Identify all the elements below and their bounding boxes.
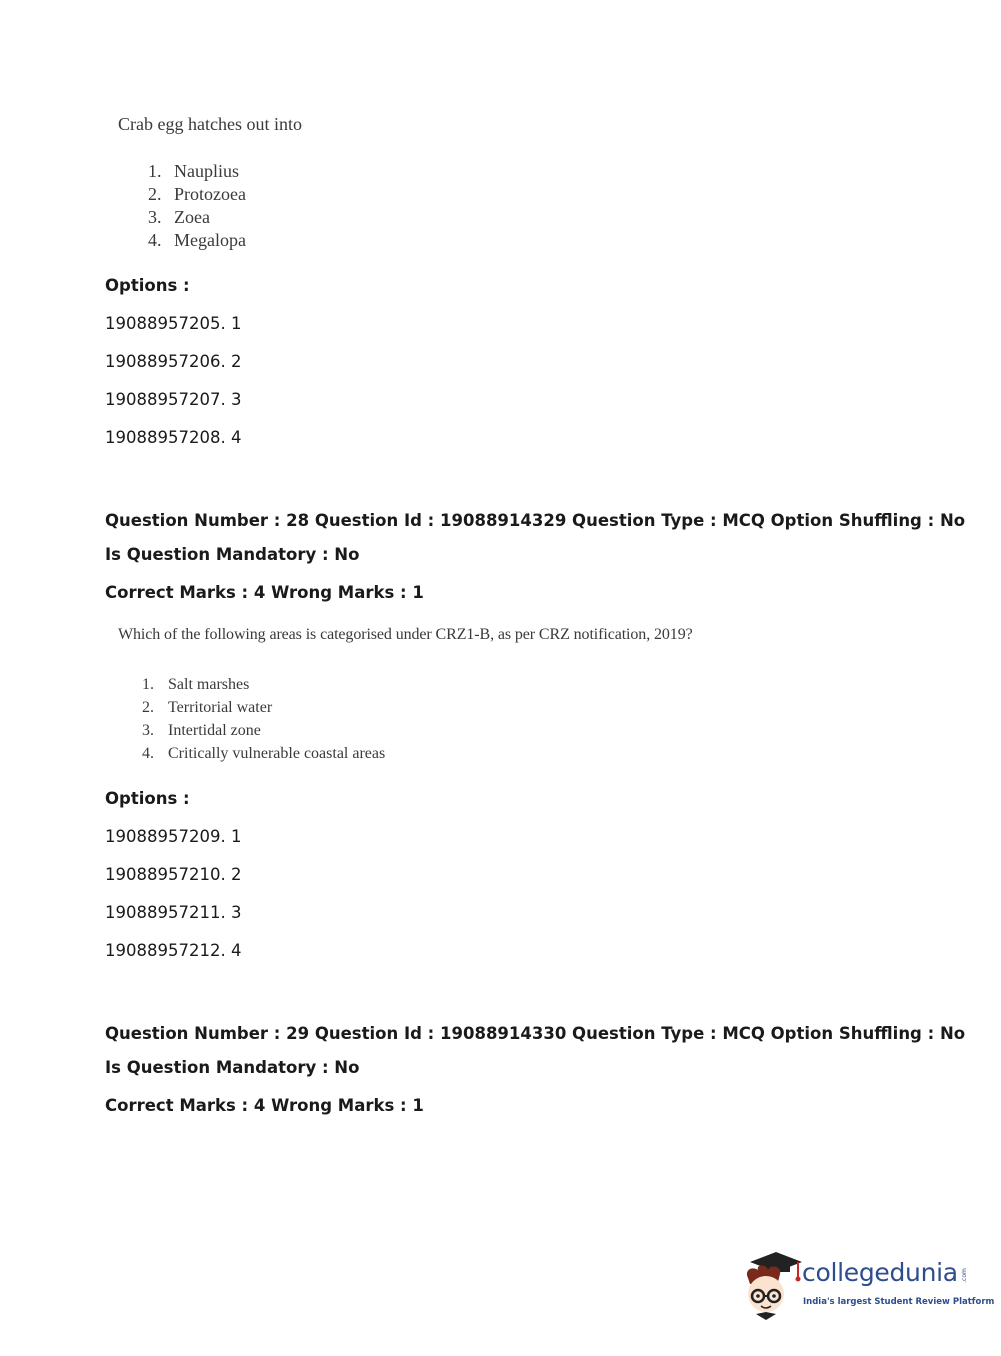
question-marks: Correct Marks : 4 Wrong Marks : 1 <box>105 1096 424 1115</box>
question-header: Question Number : 28 Question Id : 19088914329 Question Type : MCQ Option Shuffling : No <box>105 511 966 530</box>
logo-wordmark: collegedunia <box>802 1258 958 1287</box>
student-mascot-icon <box>742 1248 804 1320</box>
option-item: 19088957206. 2 <box>105 352 242 371</box>
option-item: 19088957208. 4 <box>105 428 242 447</box>
question-header: Question Number : 29 Question Id : 19088914330 Question Type : MCQ Option Shuffling : No <box>105 1024 966 1043</box>
question-stem: Crab egg hatches out into <box>118 114 302 134</box>
options-label: Options : <box>105 789 190 808</box>
option-item: 19088957205. 1 <box>105 314 242 333</box>
question-mandatory: Is Question Mandatory : No <box>105 545 360 564</box>
option-item: 19088957209. 1 <box>105 827 242 846</box>
list-item: 3. Zoea <box>148 207 210 227</box>
option-item: 19088957210. 2 <box>105 865 242 884</box>
list-item: 2. Protozoea <box>148 184 246 204</box>
choice-list <box>148 160 246 252</box>
question-marks: Correct Marks : 4 Wrong Marks : 1 <box>105 583 424 602</box>
list-item: 3. Intertidal zone <box>142 722 261 739</box>
logo-tagline: India's largest Student Review Platform <box>803 1297 995 1307</box>
list-item: 2. Territorial water <box>142 699 273 716</box>
options-label: Options : <box>105 276 190 295</box>
option-item: 19088957212. 4 <box>105 941 242 960</box>
list-item: 1. Salt marshes <box>142 676 250 693</box>
question-mandatory: Is Question Mandatory : No <box>105 1058 360 1077</box>
list-item: 4. Megalopa <box>148 230 246 250</box>
option-item: 19088957207. 3 <box>105 390 242 409</box>
question-stem: Which of the following areas is categorised under CRZ1-B, as per CRZ notification, 2019? <box>118 626 693 643</box>
list-item: 1. Nauplius <box>148 161 239 181</box>
logo-domain-suffix: .com <box>960 1268 968 1283</box>
choice-list <box>142 673 385 765</box>
list-item: 4. Critically vulnerable coastal areas <box>142 745 386 762</box>
option-item: 19088957211. 3 <box>105 903 242 922</box>
